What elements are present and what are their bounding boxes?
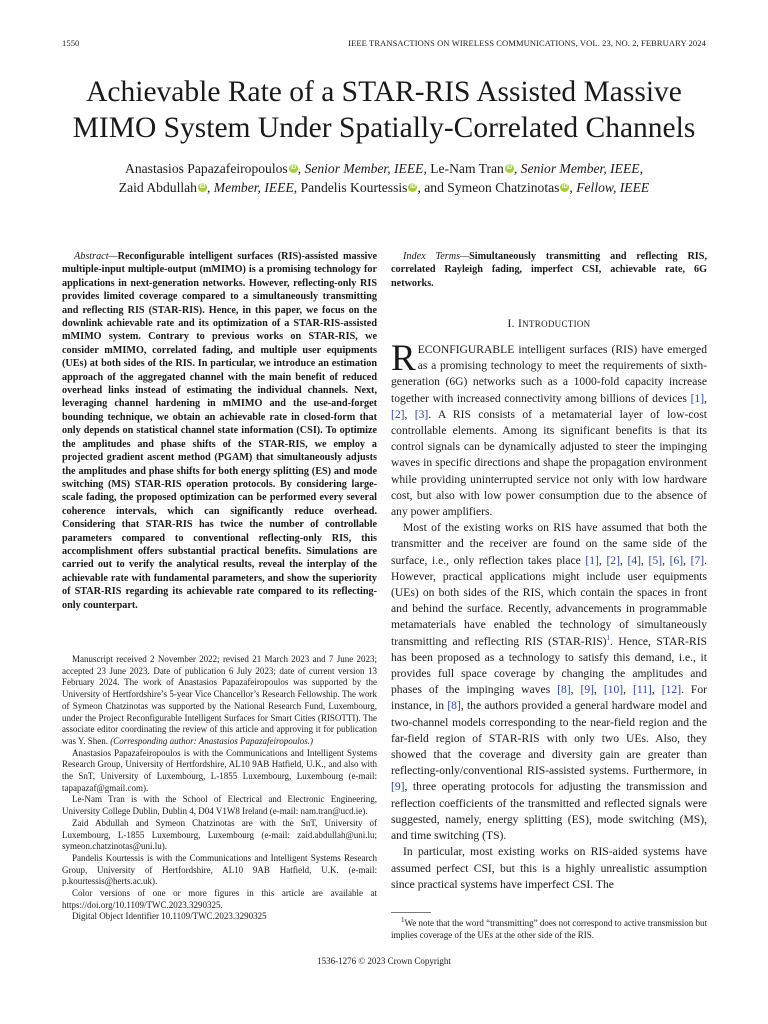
title-line-2: MIMO System Under Spatially-Correlated Channels: [72, 112, 696, 144]
abstract: [62, 250, 377, 612]
citation-link[interactable]: [2]: [606, 553, 620, 567]
citation-link[interactable]: [8]: [447, 699, 461, 713]
paper-title: [40, 74, 728, 146]
citation-link[interactable]: [9]: [391, 780, 405, 794]
footnote-link[interactable]: 1: [606, 633, 611, 642]
author-name: Anastasios Papazafeiropoulos: [125, 161, 288, 176]
index-terms-text: Simultaneously transmitting and reflecting RIS, correlated Rayleigh fading, imperfect CSI, achievable rate, 6G networks.: [391, 251, 707, 289]
footnote-text: We note that the word “transmitting” does not correspond to active transmission but implies coverage of the UEs at the other side of the RIS.: [391, 918, 707, 940]
doi-note: Digital Object Identifier 10.1109/TWC.2023.3290325: [72, 911, 267, 922]
author-line-2: Zaid Abdullah iD , Member, IEEE, Pandelis Kourtessis iD , and Symeon Chatzinotas iD , Fellow, IEEE: [118, 179, 650, 195]
section-heading: I. INTRODUCTION: [507, 318, 591, 330]
orcid-icon[interactable]: iD: [561, 183, 568, 190]
introduction-body: [391, 338, 708, 893]
citation-link[interactable]: [4]: [627, 553, 642, 567]
citation-link[interactable]: [9]: [580, 683, 594, 697]
citation-link[interactable]: [3]: [414, 407, 429, 421]
citation-link[interactable]: [10]: [603, 683, 624, 697]
citation-link[interactable]: [5]: [648, 553, 663, 567]
footnote: [391, 918, 707, 941]
orcid-icon[interactable]: iD: [409, 183, 416, 190]
citation-link[interactable]: [8]: [557, 683, 571, 697]
citation-link[interactable]: [7]: [690, 553, 705, 567]
citation-link[interactable]: [1]: [690, 391, 705, 405]
manuscript-note: Manuscript received 2 November 2022; revised 21 March 2023 and 7 June 2023; accepted 23 June 2023. Date of publication 6 July 2023; date of current version 13 February 2024. The work of Anastasios Papazafeiropoulos was supported by the University of Hertfordshire’s 5-year Vice Chancellor’s Research Fellowship. The work of Symeon Chatzinotas was supported by the National Research Fund, Luxembourg, under the Project Reconfigurable Intelligent Surfaces for Smart Cities (RISOTTI). The associate editor coordinating the review of this article and approving it for publication was Y. Shen. (Corresponding author: Anastasios Papazafeiropoulos.): [62, 654, 377, 746]
page-number: 1550: [62, 38, 80, 48]
index-terms-label: Index Terms—: [403, 251, 470, 262]
affiliation-note: Anastasios Papazafeiropoulos is with the Communications and Intelligent Systems Research Group, University of Hertfordshire, AL10 9AB Hatfield, U.K., and also with the SnT, University of Luxembourg, L-1855 Luxembourg, Luxembourg (e-mail: tapapazaf@gmail.com).: [62, 747, 377, 793]
author-name: Symeon Chatzinotas: [447, 179, 560, 195]
paragraph: In particular, most existing works on RIS-aided systems have assumed perfect CSI, but this is a highly unrealistic assumption since practical systems have imperfect CSI. The: [391, 845, 707, 891]
paragraph: RECONFIGURABLE intelligent surfaces (RIS) have emerged as a promising technology to meet the requirements of sixth-generation (6G) networks such as a 1000-fold capacity increase together with increased connectivity among billions of devices [1], [2], [3]. A RIS consists of a metamaterial layer of low-cost controllable elements. Among its significant benefits is that its control signals can be dynamically adjusted to steer the impinging waves in specific directions and shape the propagation environment while providing uninterrupted service not only with low hardware cost, but also with low power consumption due to the absence of any power amplifiers.: [391, 338, 708, 519]
affiliation-note: Le-Nam Tran is with the School of Electrical and Electronic Engineering, University College Dublin, Dublin 4, D04 V1W8 Ireland (e-mail: nam.tran@ucd.ie).: [62, 794, 377, 817]
author-role: Senior Member, IEEE: [304, 161, 424, 176]
author-name: Pandelis Kourtessis: [300, 179, 408, 195]
abstract-label: Abstract—: [74, 251, 118, 262]
index-terms: [391, 250, 707, 290]
footnote-divider: [391, 912, 431, 913]
orcid-icon[interactable]: iD: [290, 165, 297, 171]
title-line-1: Achievable Rate of a STAR-RIS Assisted Massive: [86, 76, 682, 108]
author-role: Fellow, IEEE: [576, 179, 650, 195]
author-notes: [62, 654, 377, 923]
citation-link[interactable]: [12]: [661, 683, 682, 697]
footnote-mark: 1: [401, 916, 405, 924]
affiliation-note: Pandelis Kourtessis is with the Communications and Intelligent Systems Research Group, University of Hertfordshire, AL10 9AB Hatfield, U.K. (e-mail: p.kourtessis@herts.ac.uk).: [62, 852, 377, 887]
author-name: Zaid Abdullah: [118, 179, 197, 195]
paragraph: Most of the existing works on RIS have assumed that both the transmitter and the receiver are found on the same side of the surface, i.e., only reflection takes place [1], [2], [4], [5], [6], [7]. However, practical applications might include user equipments (UEs) on both sides of the RIS, which contain the spaces in front and behind the surface. Recently, advancements in programmable metamaterials have enabled the technology of simultaneously transmitting and reflecting RIS (STAR-RIS)$^1$. Hence, STAR-RIS has been proposed as a technology to satisfy this demand, i.e., it provides full space coverage by changing the amplitudes and phases of the impinging waves [8], [9], [10], [11], [12]. For instance, in [8], the authors provided a general hardware model and two-channel models corresponding to the near-field region and the far-field region of STAR-RIS with only two UEs. Also, they showed that the coverage and diversity gain are greater than reflecting-only/conventional RIS-assisted systems. Furthermore, in [9], three operating protocols for adjusting the transmission and reflection coefficients of the transmitted and reflected signals were suggested, namely, energy splitting (ES), mode switching (MS), and time switching (TS).: [391, 521, 708, 843]
citation-link[interactable]: [6]: [669, 553, 684, 567]
affiliation-note: Zaid Abdullah and Symeon Chatzinotas are with the SnT, University of Luxembourg, L-1855 Luxembourg, Luxembourg (e-mail: zaid.abdullah@uni.lu; symeon.chatzinotas@uni.lu).: [62, 817, 377, 852]
author-list: [40, 160, 728, 197]
orcid-icon[interactable]: iD: [506, 165, 513, 171]
citation-link[interactable]: [11]: [633, 683, 652, 697]
author-line-1: Anastasios Papazafeiropoulos iD , Senior Member, IEEE, Le-Nam Tran iD , Senior Member, IEEE,: [125, 161, 643, 176]
citation-link[interactable]: [1]: [585, 553, 599, 567]
running-header: IEEE TRANSACTIONS ON WIRELESS COMMUNICATIONS, VOL. 23, NO. 2, FEBRUARY 2024: [348, 38, 706, 48]
drop-cap: R: [391, 338, 416, 379]
author-name: Le-Nam Tran: [430, 161, 504, 176]
citation-link[interactable]: [2]: [391, 407, 405, 421]
author-role: Member, IEEE: [213, 179, 294, 195]
author-role: Senior Member, IEEE: [520, 161, 640, 176]
color-note: Color versions of one or more figures in this article are available at https://doi.org/10.1109/TWC.2023.3290325.: [62, 888, 377, 910]
copyright-footer: 1536-1276 © 2023 Crown Copyright: [317, 956, 451, 966]
orcid-icon[interactable]: iD: [199, 183, 206, 190]
abstract-text: Reconfigurable intelligent surfaces (RIS)-assisted massive multiple-input multiple-output (mMIMO) is a promising technology for applications in next-generation networks. However, reflecting-only RIS provides limited coverage compared to a simultaneously transmitting and reflecting RIS (STAR-RIS). Hence, in this paper, we focus on the downlink achievable rate and its optimization of a STAR-RIS-assisted mMIMO system. Contrary to previous works on STAR-RIS, we consider mMIMO, correlated fading, and multiple user equipments (UEs) at both sides of the RIS. In particular, we introduce an estimation approach of the aggregated channel with the main benefit of reduced overhead links instead of estimating the individual channels. Next, leveraging channel hardening in mMIMO and the use-and-forget bounding technique, we obtain an achievable rate in closed-form that only depends on statistical channel state information (CSI). To optimize the amplitudes and phase shifts of the STAR-RIS, we employ a projected gradient ascent method (PGAM) that simultaneously adjusts the amplitudes and phase shifts for both energy splitting (ES) and mode switching (MS) STAR-RIS operation protocols. By considering large-scale fading, the proposed optimization can be performed every several coherence intervals, which can significantly reduce overhead. Considering that STAR-RIS has twice the number of controllable parameters compared to conventional reflecting-only RIS, this accomplishment offers substantial practical benefits. Simulations are carried out to verify the analytical results, reveal the interplay of the achievable rate with fundamental parameters, and show the superiority of STAR-RIS regarding its achievable rate compared to its reflecting-only counterpart.: [62, 251, 377, 611]
